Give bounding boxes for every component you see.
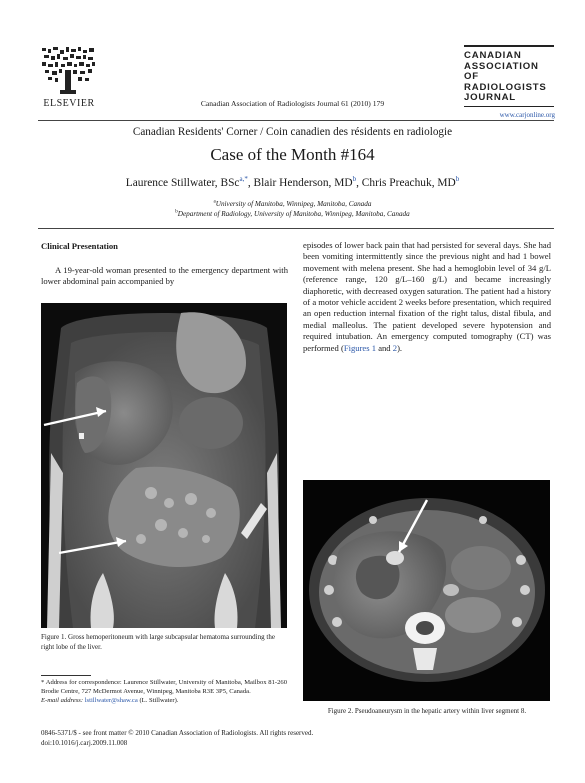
journal-logo bbox=[464, 45, 554, 107]
copyright-notice: 0846-5371/$ - see front matter © 2010 Canadian Association of Radiologists. All rights reserved. bbox=[41, 729, 314, 737]
title-divider bbox=[38, 228, 554, 229]
journal-logo-rule bbox=[464, 106, 554, 107]
email-label: E-mail address: bbox=[41, 697, 84, 705]
author-name: Chris Preachuk, MD bbox=[361, 177, 456, 189]
journal-logo-line: ASSOCIATION OF bbox=[464, 60, 539, 82]
figure-1-link[interactable]: Figures 1 bbox=[343, 342, 377, 353]
journal-logo-line: JOURNAL bbox=[464, 92, 516, 103]
journal-logo-line: CANADIAN bbox=[464, 50, 522, 61]
correspondence-address: * Address for correspondence: Laurence Stillwater, University of Manitoba, Mailbox 81-260 Brodie Centre, 727 McDermot Avenue, Winnipeg, Manitoba R3E 3P5, Canada. bbox=[41, 679, 287, 696]
journal-url-link[interactable]: www.carjonline.org bbox=[499, 111, 555, 119]
figure-2-image bbox=[303, 480, 550, 701]
footnote-divider bbox=[41, 675, 91, 676]
author-name: Laurence Stillwater, BSc bbox=[125, 177, 240, 189]
journal-citation: Canadian Association of Radiologists Journal 61 (2010) 179 bbox=[200, 99, 385, 108]
figure-1-caption: Figure 1. Gross hemoperitoneum with large subcapsular hematoma surrounding the right lobe of the liver. bbox=[41, 633, 275, 651]
affiliation: $^a$University of Manitoba, Winnipeg, Manitoba, Canada bbox=[213, 199, 372, 208]
author-affiliation-link[interactable]: b bbox=[455, 175, 460, 184]
section-heading: Clinical Presentation bbox=[41, 241, 118, 251]
figure-2-link[interactable]: 2 bbox=[392, 342, 398, 353]
article-title: Case of the Month #164 bbox=[210, 145, 375, 164]
section-title: Canadian Residents' Corner / Coin canadien des résidents en radiologie bbox=[132, 126, 453, 138]
author-name: Blair Henderson, MD bbox=[253, 177, 353, 189]
figure-2-caption: Figure 2. Pseudoaneurysm in the hepatic artery within liver segment 8. bbox=[327, 707, 527, 715]
figure-1-image bbox=[41, 303, 287, 628]
body-paragraph: episodes of lower back pain that had persisted for several days. She had been vomiting intermittently since the previous night and had 1 bowel movement with melena present. She had a hemoglobin level of 34 g/L (reference range, 120 g/L–160 g/L) and became increasingly diaphoretic, with decreased oxygen saturation. The patient had a history of a motor vehicle accident 2 weeks before presentation, which required an open reduction internal fixation of the right talus, distal fibula, and medial malleolus. The patient developed severe hypotension and required intubation. An emergency computed tomography (CT) was performed (Figures 1 and 2). bbox=[303, 240, 551, 353]
correspondence-footnote: * Address for correspondence: Laurence Stillwater, University of Manitoba, Mailbox 81-260 Brodie Centre, 727 McDermot Avenue, Winnipeg, Manitoba R3E 3P5, Canada. E-mail address: lstillwater@shaw.ca (L. Stillwater). bbox=[41, 679, 287, 705]
email-link[interactable]: lstillwater@shaw.ca bbox=[84, 697, 138, 705]
author-affiliation-link[interactable]: a,* bbox=[239, 175, 248, 184]
journal-logo-line: RADIOLOGISTS bbox=[464, 81, 547, 93]
author-list: Laurence Stillwater, BSc$^{a,*}$, Blair Henderson, $MD^b$, Chris Preachuk, $MD^b$ bbox=[125, 175, 460, 189]
svg-text:ELSEVIER: ELSEVIER bbox=[43, 98, 95, 108]
body-paragraph: A 19-year-old woman presented to the emergency department with lower abdominal pain accompanied by bbox=[41, 265, 288, 287]
affiliation: $^b$Department of Radiology, University of Manitoba, Winnipeg, Manitoba, Canada bbox=[175, 209, 410, 218]
author-affiliation-link[interactable]: b bbox=[352, 175, 357, 184]
header-divider bbox=[38, 120, 554, 121]
doi-link[interactable]: doi:10.1016/j.carj.2009.11.008 bbox=[41, 739, 128, 747]
